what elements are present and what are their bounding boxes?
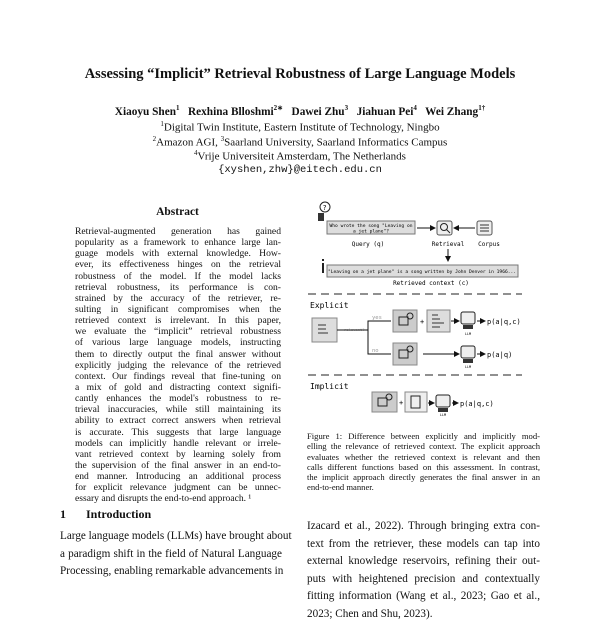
input-doc-box <box>312 318 337 342</box>
query-label: Query (q) <box>351 241 385 248</box>
text-line: Izacard et al., 2022). Through bringing extra con- <box>307 520 540 532</box>
caption-line: calls different functions based on this assessment. In contrast, <box>307 461 540 472</box>
text-line: fitting information (Wang et al., 2023; Gao et al., <box>307 590 540 603</box>
text-line: Large language models (LLMs) have brought about <box>60 530 292 542</box>
output-p-a-q: p(a|q) <box>487 351 513 359</box>
abstract-line: the supervision of the final answer in an end-to- <box>75 459 281 471</box>
abstract-line: vant retrieved context by learning solely from <box>75 448 281 460</box>
author: Jiahuan Pei$^4$ <box>356 104 417 118</box>
implicit-label: Implicit <box>310 382 349 391</box>
abstract-line: end manner. Introducing an additional process <box>75 471 281 483</box>
abstract-line: is accurate. This suggests that large language <box>75 426 281 438</box>
figure-caption <box>307 431 540 493</box>
query-text: Who wrote the song "Leaving on <box>329 224 413 229</box>
abstract-line: guage models with external knowledge. How- <box>75 248 281 260</box>
text-line: Processing, enabling remarkable advancements in <box>60 565 284 578</box>
svg-text:?: ? <box>322 204 327 212</box>
caption-line: end-to-end manner. <box>307 482 374 493</box>
info-icon <box>322 259 324 273</box>
caption-line: evaluates whether the retrieved context is relevant and then <box>307 451 540 462</box>
abstract-line: popularity as a framework to enhance large lan- <box>75 237 281 249</box>
abstract-line: context. Our findings reveal that fine-tuning on <box>75 370 281 382</box>
text-line: 2023; Chen and Shu, 2023). <box>307 607 433 620</box>
affiliation: $^1$Digital Twin Institute, Eastern Institute of Technology, Ningbo <box>160 120 440 134</box>
abstract-heading: Abstract <box>156 206 199 218</box>
plus-sign: + <box>399 399 404 407</box>
llm-icon <box>461 312 475 329</box>
output-p-a-qc: p(a|q,c) <box>487 318 521 326</box>
abstract-line: ever, its effectiveness hinges on the retrieval <box>75 259 281 271</box>
caption-line: the implicit approach directly generates the final answer in an <box>307 472 540 483</box>
abstract-line: of various large language models, instructing <box>75 337 281 349</box>
abstract-line: for explicit relevance judgment can be unnec- <box>75 482 281 494</box>
abstract-line: Retrieval-augmented generation has gained <box>75 226 281 237</box>
caption-line: Figure 1: Difference between explicitly and implicitly mod- <box>307 431 540 441</box>
abstract-line: retrieval robustness, its performance is con- <box>75 281 281 293</box>
implicit-query-box <box>372 392 397 412</box>
plus-sign: + <box>420 318 425 326</box>
abstract-line: a mix of gold and distracting context signifi- <box>75 381 281 393</box>
llm-label: LLM <box>464 332 472 336</box>
llm-icon <box>461 346 475 363</box>
abstract-line: them to directly output the final answer without <box>75 348 281 360</box>
paper-title: Assessing “Implicit” Retrieval Robustness of Large Language Models <box>84 66 516 82</box>
llm-icon <box>436 395 450 412</box>
abstract-line: retrieved context is irrelevant. In this paper, <box>75 315 281 327</box>
right-column-text <box>307 518 540 624</box>
query-context-box <box>393 310 417 332</box>
section-heading: 1 Introduction <box>60 507 152 521</box>
abstract-line: essary and disrupts the end-to-end approach. ¹ <box>75 493 252 505</box>
relevant-label: relevant? <box>344 327 365 332</box>
abstract-line: models can implicitly handle relevant or irrele- <box>75 437 281 449</box>
email[interactable]: {xyshen,zhw}@eitech.edu.cn <box>218 164 382 176</box>
text-line: text from the retriever, these models can tap into <box>307 537 540 550</box>
affiliation: $^2$Amazon AGI, $^3$Saarland University, Saarland Informatics Campus <box>152 135 448 149</box>
abstract-line: strained by the accuracy of the retriever, re- <box>75 292 281 304</box>
question-person-icon <box>318 202 330 221</box>
corpus-label: Corpus <box>478 241 500 248</box>
query-text: a jet plane"? <box>353 229 389 235</box>
abstract-line: cantly enhances the model's robustness to re- <box>75 393 281 405</box>
author: Wei Zhang$^{1\dagger}$ <box>425 104 486 118</box>
explicit-label: Explicit <box>310 301 349 310</box>
context-label: Retrieved context (c) <box>393 280 469 287</box>
text-line: external knowledge reservoirs, refining their out- <box>307 555 540 568</box>
author: Xiaoyu Shen$^1$ <box>114 104 180 118</box>
yes-label: yes <box>372 315 382 321</box>
abstract-line: sulting in significant compromises when the <box>75 303 281 315</box>
abstract-line: trieval inaccuracies, while still maintaining its <box>75 404 281 416</box>
context-doc-box <box>427 310 450 332</box>
intro-text <box>60 528 292 581</box>
abstract-line: ability to extract correct answers when retrieval <box>75 415 281 427</box>
abstract-line: explicitly judging the relevance of the retrieved <box>75 359 281 371</box>
context-text: "Leaving on a jet plane" is a song written by John Denver in 1966... <box>327 270 517 275</box>
abstract-line: we evaluate the “implicit” retrieval robustness <box>75 326 281 338</box>
text-line: a paradigm shift in the field of Natural Language <box>60 547 282 560</box>
query-only-box <box>393 343 417 365</box>
llm-label: LLM <box>464 365 472 369</box>
abstract-line: robustness of the model. If the model lacks <box>75 270 281 282</box>
no-label: no <box>372 348 379 354</box>
implicit-context-box <box>405 392 427 412</box>
text-line: puts with heightened precision and contextually <box>307 572 540 585</box>
affiliation: $^4$Vrije Universiteit Amsterdam, The Netherlands <box>194 149 406 163</box>
output-p-a-qc: p(a|q,c) <box>460 400 494 408</box>
caption-line: elling the relevance of retrieved context. The explicit approach <box>307 441 540 452</box>
author: Dawei Zhu$^3$ <box>291 104 349 118</box>
retrieval-label: Retrieval <box>431 241 465 248</box>
llm-label: LLM <box>439 413 447 417</box>
author: Rexhina Blloshmi$^{2∗}$ <box>187 104 284 118</box>
